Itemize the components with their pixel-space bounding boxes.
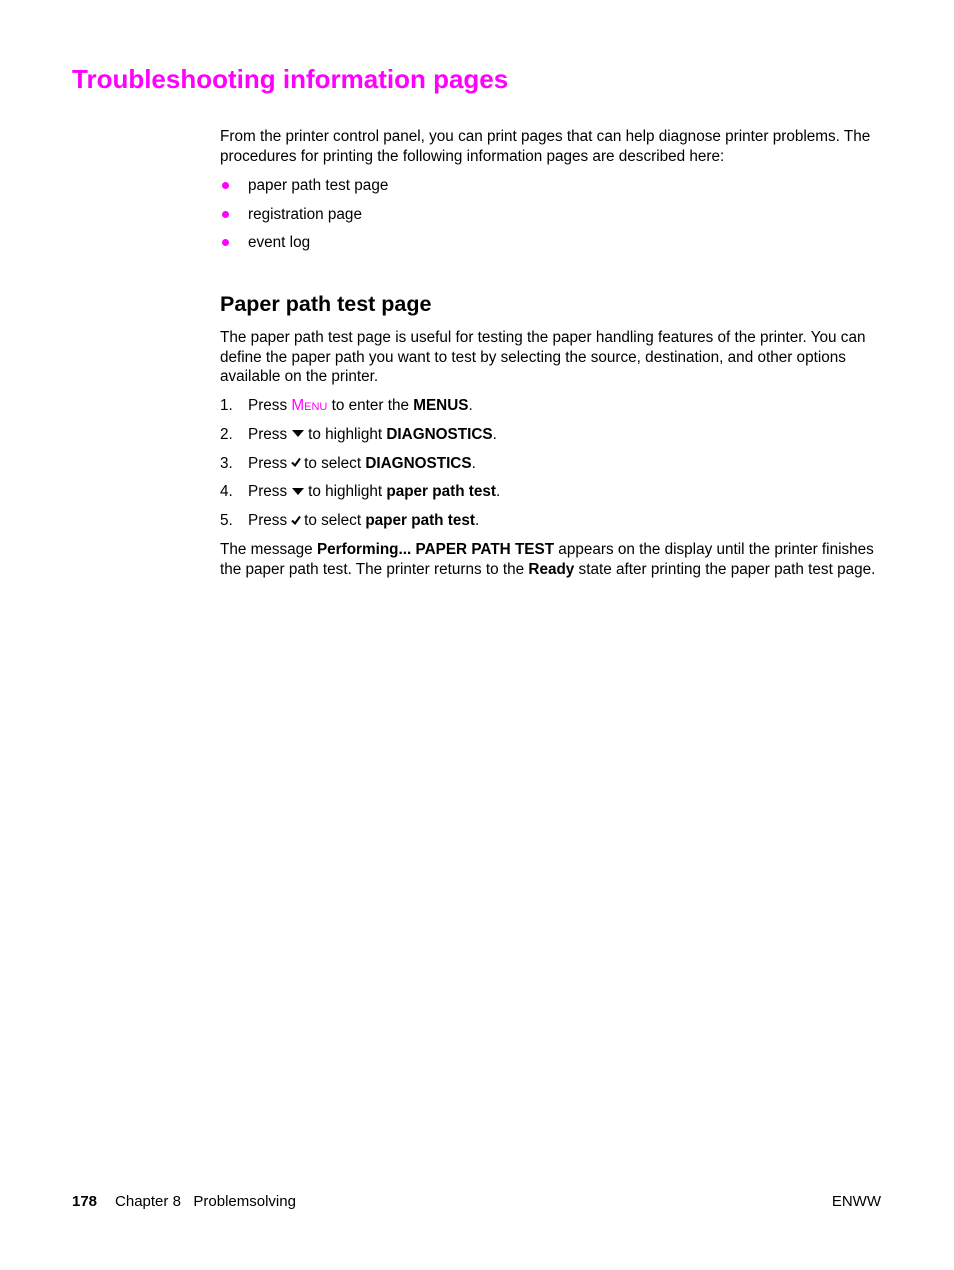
step-text: to highlight [308,425,387,443]
list-item [220,205,388,234]
step-bold-term: DIAGNOSTICS [386,425,493,443]
step-bold-term: MENUS [413,397,469,414]
step-number: 2. [220,425,233,443]
step-press-text: Press [248,454,288,472]
step-press-text: Press [248,483,288,501]
step-text: to highlight [308,483,387,501]
step-bold-term: paper path test [386,483,497,501]
menu-key-label: Menu [291,397,328,414]
step-number: 4. [220,483,233,501]
step-number: 3. [220,454,233,472]
step-text: to enter the [327,397,414,414]
step-end: . [471,454,476,472]
bullet-icon [222,239,229,246]
step-text: to select [304,454,366,472]
step-item [220,396,500,425]
step-number: 5. [220,512,233,530]
step-item [220,454,500,483]
step-item [220,425,500,454]
checkmark-icon [291,515,301,525]
message-text: state after printing the paper path test page. [574,560,876,578]
message-text: appears on the display until the printer finishes the paper path test. The printer returns to the [220,541,874,578]
checkmark-icon [291,457,301,467]
step-number: 1. [220,397,233,414]
step-end: . [492,425,497,443]
step-bold-term: DIAGNOSTICS [365,454,472,472]
message-display-text: Performing... PAPER PATH TEST [316,541,555,558]
down-arrow-icon [292,488,304,495]
step-end: . [496,483,501,501]
ready-state-text: Ready [528,560,575,578]
page-number: 178 [72,1193,98,1210]
list-item [220,176,388,205]
step-end: . [474,512,480,530]
step-item [220,511,500,540]
step-text: to select [304,512,366,530]
step-end: . [468,397,473,414]
list-item-label: event log [248,234,311,251]
bullet-icon [222,182,229,189]
message-text: The message [220,541,317,558]
section-heading: Paper path test page [220,292,432,316]
message-paragraph [220,540,880,579]
intro-paragraph: From the printer control panel, you can print pages that can help diagnose printer problems. The procedures for printing the following information pages are described here: [220,128,871,165]
steps-list [220,396,500,540]
step-press-text: Press [248,512,288,530]
step-press-text: Press [248,425,288,443]
footer-left [72,1192,296,1212]
step-press-text: Press [248,397,288,414]
step-bold-term: paper path test [365,512,475,530]
section-description: The paper path test page is useful for testing the paper handling features of the printer. You can define the paper path you want to test by selecting the source, destination, and other options available on the printer. [220,329,866,385]
bullet-icon [222,211,229,218]
down-arrow-icon [292,430,304,437]
chapter-label: Chapter 8 Problemsolving [115,1193,296,1210]
footer-right: ENWW [831,1193,881,1210]
list-item-label: paper path test page [248,177,389,194]
list-item [220,233,388,262]
list-item-label: registration page [248,205,362,223]
info-pages-list [220,176,388,262]
step-item [220,482,500,511]
page-title: Troubleshooting information pages [72,64,509,94]
